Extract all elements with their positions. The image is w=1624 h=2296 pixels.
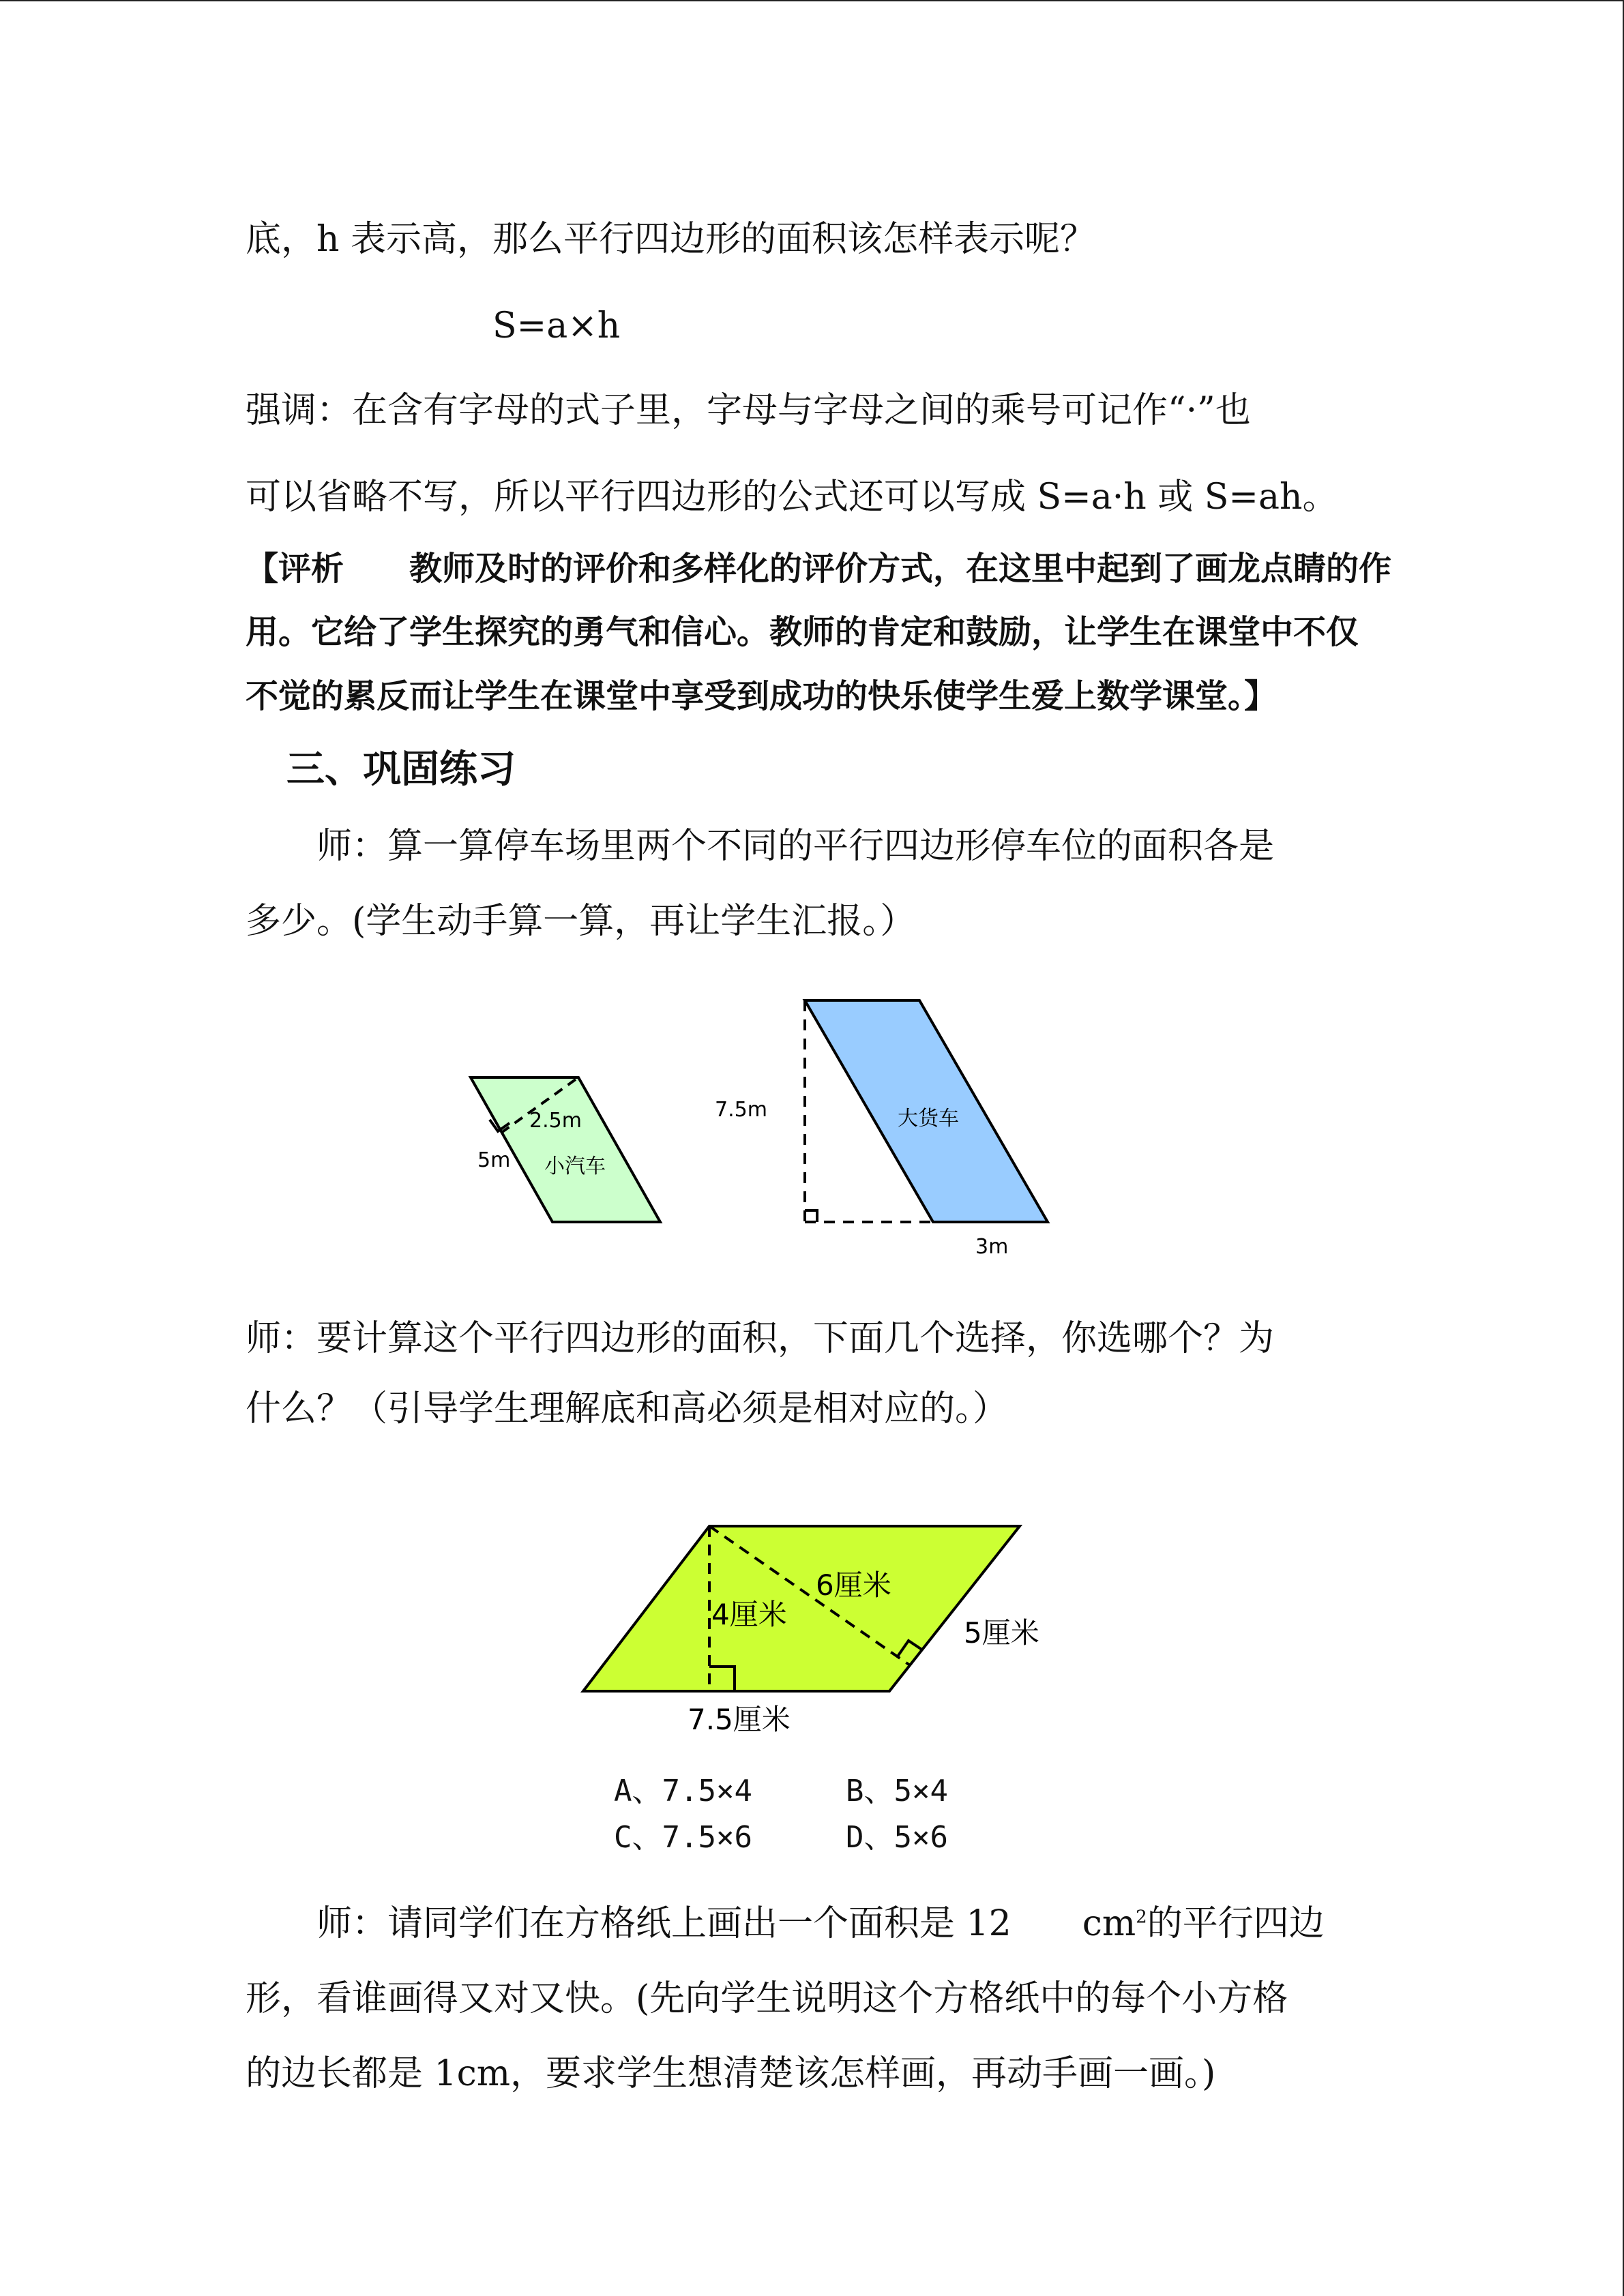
base-label: 7.5厘米: [688, 1703, 791, 1736]
side-label: 5厘米: [964, 1616, 1039, 1650]
paragraph-line: 多少。(学生动手算一算，再让学生汇报。）: [246, 901, 916, 942]
paragraph-text: 的平行四边: [1147, 1903, 1325, 1944]
truck-height-label: 7.5m: [715, 1098, 767, 1122]
comment-line: 不觉的累反而让学生在课堂中享受到成功的快乐使学生爱上数学课堂。】: [246, 677, 1278, 715]
small-car-label: 小汽车: [544, 1154, 606, 1178]
comment-line: 用。它给了学生探究的勇气和信心。教师的肯定和鼓励，让学生在课堂中不仅: [246, 613, 1359, 651]
choice-figure: [0, 1500, 1624, 1746]
truck-right-angle: [805, 1210, 817, 1222]
option-b: B、5×4: [846, 1774, 948, 1808]
paragraph-line: 形，看谁画得又对又快。(先向学生说明这个方格纸中的每个小方格: [246, 1978, 1288, 2019]
section-heading: 三、巩固练习: [286, 747, 516, 792]
emphasis-line: 可以省略不写，所以平行四边形的公式还可以写成 S=a·h 或 S=ah。: [246, 477, 1338, 518]
paragraph-line: 的边长都是 1cm，要求学生想清楚该怎样画，再动手画一画。): [246, 2053, 1216, 2094]
parking-figure: [0, 982, 1624, 1268]
emphasis-line: 强调：在含有字母的式子里，字母与字母之间的乘号可记作“·”也: [246, 390, 1251, 431]
paragraph-line: 什么？（引导学生理解底和高必须是相对应的。）: [246, 1388, 1009, 1429]
truck-base-label: 3m: [975, 1235, 1009, 1259]
paragraph-text: 师：请同学们在方格纸上画出一个面积是 12 cm: [246, 1903, 1136, 1944]
truck-label: 大货车: [898, 1107, 959, 1131]
paragraph-line: [246, 1903, 1325, 1944]
comment-line: 【评析 教师及时的评价和多样化的评价方式，在这里中起到了画龙点睛的作: [246, 550, 1392, 588]
small-car-side-label: 5m: [477, 1148, 511, 1172]
option-a: A、7.5×4: [614, 1774, 752, 1808]
option-c: C、7.5×6: [614, 1820, 752, 1855]
diagonal-label: 6厘米: [816, 1568, 891, 1602]
formula: S=a×h: [492, 305, 621, 346]
small-car-height-label: 2.5m: [529, 1109, 582, 1133]
paragraph-line: 师：算一算停车场里两个不同的平行四边形停车位的面积各是: [246, 826, 1275, 867]
choice-parallelogram: [583, 1526, 1020, 1691]
height-label: 4厘米: [711, 1598, 787, 1631]
option-d: D、5×6: [846, 1820, 948, 1855]
superscript: 2: [1136, 1907, 1147, 1928]
paragraph-line: 师：要计算这个平行四边形的面积，下面几个选择，你选哪个？为: [246, 1318, 1275, 1359]
text-line: 底，h 表示高，那么平行四边形的面积该怎样表示呢？: [246, 219, 1096, 260]
